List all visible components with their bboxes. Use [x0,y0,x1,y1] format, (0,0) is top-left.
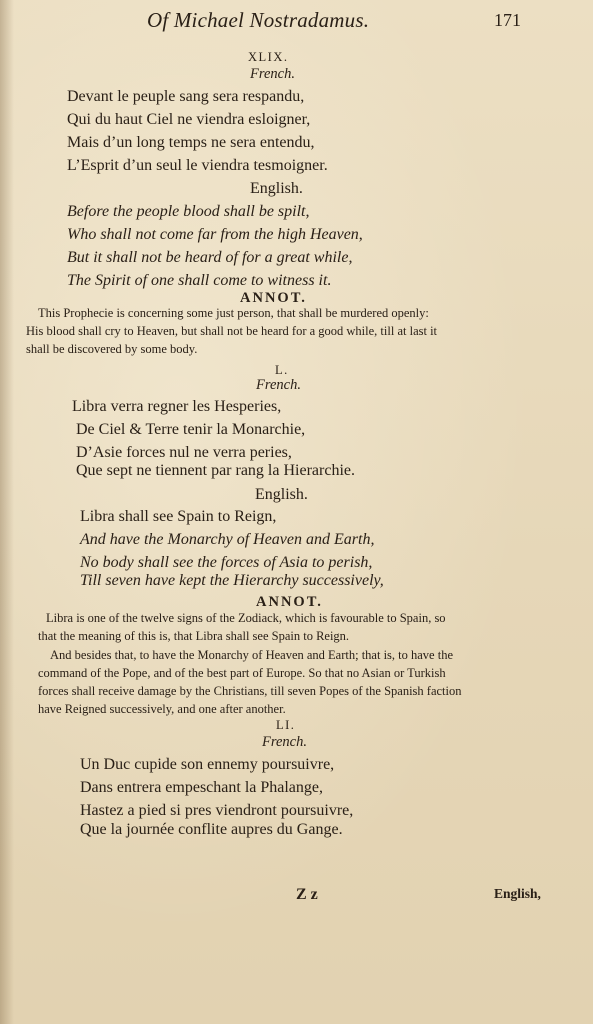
english-verse-line: Libra shall see Spain to Reign, [80,508,277,525]
french-verse-line: Dans entrera empeschant la Phalange, [80,779,324,796]
quatrain-number: XLIX. [248,50,289,64]
french-verse-line: De Ciel & Terre tenir la Monarchie, [76,421,306,438]
quatrain-number: L. [275,363,289,377]
french-verse-line: D’Asie forces nul ne verra peries, [76,444,292,461]
annotation-line: And besides that, to have the Monarchy of Heaven and Earth; that is, to have the [50,648,454,662]
french-verse-line: Mais d’un long temps ne sera entendu, [67,134,315,151]
annotation-line: Libra is one of the twelve signs of the Zodiack, which is favourable to Spain, so [46,611,446,625]
french-verse-line: L’Esprit d’un seul le viendra tesmoigner. [67,157,328,174]
french-verse-line: Que sept ne tiennent par rang la Hierarchie. [76,462,355,479]
french-verse-line: Devant le peuple sang sera respandu, [67,88,305,105]
annotation-line: command of the Pope, and of the best part of Europe. So that no Asian or Turkish [38,666,446,680]
english-label: English. [250,180,303,197]
french-verse-line: Que la journée conflite aupres du Gange. [80,821,343,838]
annotation-line: forces shall receive damage by the Christians, till seven Popes of the Spanish faction [38,684,462,698]
french-verse-line: Hastez a pied si pres viendront poursuivre, [80,802,354,819]
page-gutter-shadow [0,0,14,1024]
annotation-line: His blood shall cry to Heaven, but shall not be heard for a good while, till at last it [26,324,438,338]
english-verse-line: And have the Monarchy of Heaven and Earth, [80,531,375,548]
quatrain-number: LI. [276,718,296,732]
annotation-line: This Prophecie is concerning some just person, that shall be murdered openly: [38,306,429,320]
page-number: 171 [494,10,521,30]
annotation-line: shall be discovered by some body. [26,342,198,356]
annotation-heading: ANNOT. [256,594,323,610]
english-label: English. [255,486,308,503]
running-title: Of Michael Nostradamus. [147,8,370,32]
signature-mark: Z z [296,886,318,903]
french-verse-line: Libra verra regner les Hesperies, [72,398,282,415]
french-verse-line: Un Duc cupide son ennemy poursuivre, [80,756,335,773]
english-verse-line: Who shall not come far from the high Heaven, [67,226,363,243]
english-verse-line: No body shall see the forces of Asia to perish, [80,554,373,571]
french-label: French. [262,734,307,750]
annotation-line: that the meaning of this is, that Libra shall see Spain to Reign. [38,629,350,643]
french-verse-line: Qui du haut Ciel ne viendra esloigner, [67,111,311,128]
annotation-heading: ANNOT. [240,290,307,306]
french-label: French. [256,377,301,393]
french-label: French. [250,66,295,82]
english-verse-line: Till seven have kept the Hierarchy successively, [80,572,384,589]
english-verse-line: But it shall not be heard of for a great while, [67,249,353,266]
annotation-line: have Reigned successively, and one after another. [38,702,286,716]
english-verse-line: Before the people blood shall be spilt, [67,203,310,220]
catchword: English, [494,886,541,901]
english-verse-line: The Spirit of one shall come to witness it. [67,272,332,289]
